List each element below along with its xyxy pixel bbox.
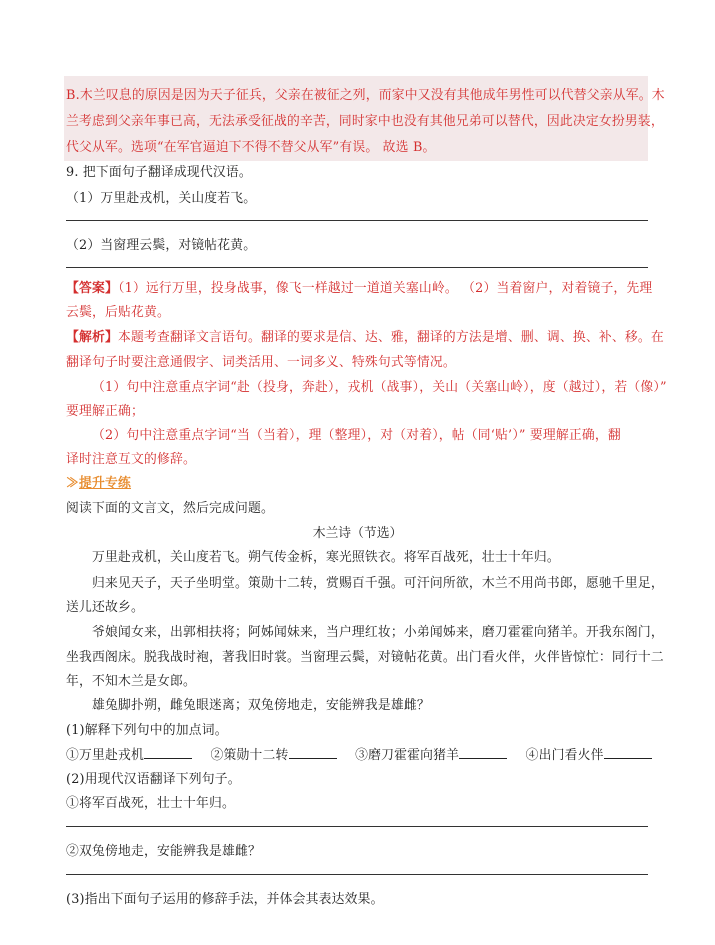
fill-blank[interactable] [459,746,507,759]
q1-item-d: ④出门看火伴 [525,748,604,763]
answer-line [66,826,648,827]
question-1-items [66,744,652,763]
poem-paragraph-2b: 送儿还故乡。 [66,600,144,615]
double-chevron-icon: ≫ [66,476,79,491]
fill-blank[interactable] [144,746,192,759]
section-title: 提升专练 [79,476,131,491]
analysis-line-2: 兰考虑到父亲年事已高，无法承受征战的辛苦，同时家中也没有其他兄弟可以替代，因此决定女扮男装， [66,114,664,129]
analysis-line-3: 代父从军。选项“在军官逼迫下不得不替父从军”有误。 故选 B。 [66,140,436,155]
answer-text-1: （1）远行万里，投身战事，像飞一样越过一道道关塞山岭。 （2）当着窗户，对着镜子，先理 [118,281,653,296]
q1-item-b: ②策勋十二转 [210,748,289,763]
reading-intro: 阅读下面的文言文，然后完成问题。 [66,501,274,516]
poem-title: 木兰诗（节选） [312,526,403,541]
q1-item-a: ①万里赴戎机 [66,748,144,763]
poem-paragraph-3c: 年，不知木兰是女郎。 [66,674,196,689]
analysis-line-1: B.木兰叹息的原因是因为天子征兵，父亲在被征之列，而家中又没有其他成年男性可以代替父亲从军。木 [66,88,665,103]
answer-line-1 [66,277,652,296]
poem-paragraph-3b: 坐我西阁床。脱我战时袍，著我旧时裳。当窗理云鬓，对镜帖花黄。出门看火伴，火伴皆惊忙：同行十二 [66,650,664,665]
answer-line [66,874,648,875]
fill-blank[interactable] [604,746,652,759]
question-2-prompt: (2)用现代汉语翻译下列句子。 [66,772,241,787]
answer-line-2: 云鬓，后贴花黄。 [66,305,170,320]
question-2-item-a: ①将军百战死，壮士十年归。 [66,796,235,811]
answer-tag: 【答案】 [66,281,118,296]
explanation-line-6: 译时注意互文的修辞。 [66,452,196,467]
explanation-line-5: （2）句中注意重点字词“当（当着），理（整理），对（对着），帖（同‘贴’）” 要理解正确，翻 [92,428,621,443]
poem-paragraph-1: 万里赴戎机，关山度若飞。朔气传金柝，寒光照铁衣。将军百战死，壮士十年归。 [92,550,560,565]
fill-blank[interactable] [289,746,337,759]
explanation-line-2: 翻译句子时要注意通假字、词类活用、一词多义、特殊句式等情况。 [66,355,456,370]
answer-line [66,220,648,221]
section-header [66,472,131,491]
question-9-item-2: （2）当窗理云鬓，对镜帖花黄。 [66,238,257,253]
explanation-tag: 【解析】 [66,330,118,345]
question-9-item-1: （1）万里赴戎机，关山度若飞。 [66,191,257,206]
explanation-text-1: 本题考查翻译文言语句。翻译的要求是信、达、雅，翻译的方法是增、删、调、换、补、移。在 [118,330,664,345]
question-1-prompt: (1)解释下列句中的加点词。 [66,723,228,738]
poem-paragraph-2a: 归来见天子，天子坐明堂。策勋十二转，赏赐百千强。可汗问所欲，木兰不用尚书郎，愿驰千里足， [92,576,664,591]
poem-paragraph-3a: 爷娘闻女来，出郭相扶将；阿姊闻妹来，当户理红妆；小弟闻姊来，磨刀霍霍向猪羊。开我东阁门， [92,625,664,640]
answer-line [66,267,648,268]
explanation-line-3: （1）句中注意重点字词“赴（投身，奔赴），戎机（战事），关山（关塞山岭），度（越过），若（像）” [92,380,667,395]
question-2-item-b: ②双兔傍地走，安能辨我是雄雌？ [66,844,261,859]
poem-paragraph-4: 雄兔脚扑朔，雌兔眼迷离；双兔傍地走，安能辨我是雄雌？ [92,698,430,713]
q1-item-c: ③磨刀霍霍向猪羊 [355,748,460,763]
explanation-line-1 [66,326,664,345]
explanation-line-4: 要理解正确； [66,404,144,419]
question-9-prompt: 9. 把下面句子翻译成现代汉语。 [66,165,252,180]
question-3-prompt: (3)指出下面句子运用的修辞手法，并体会其表达效果。 [66,892,384,907]
